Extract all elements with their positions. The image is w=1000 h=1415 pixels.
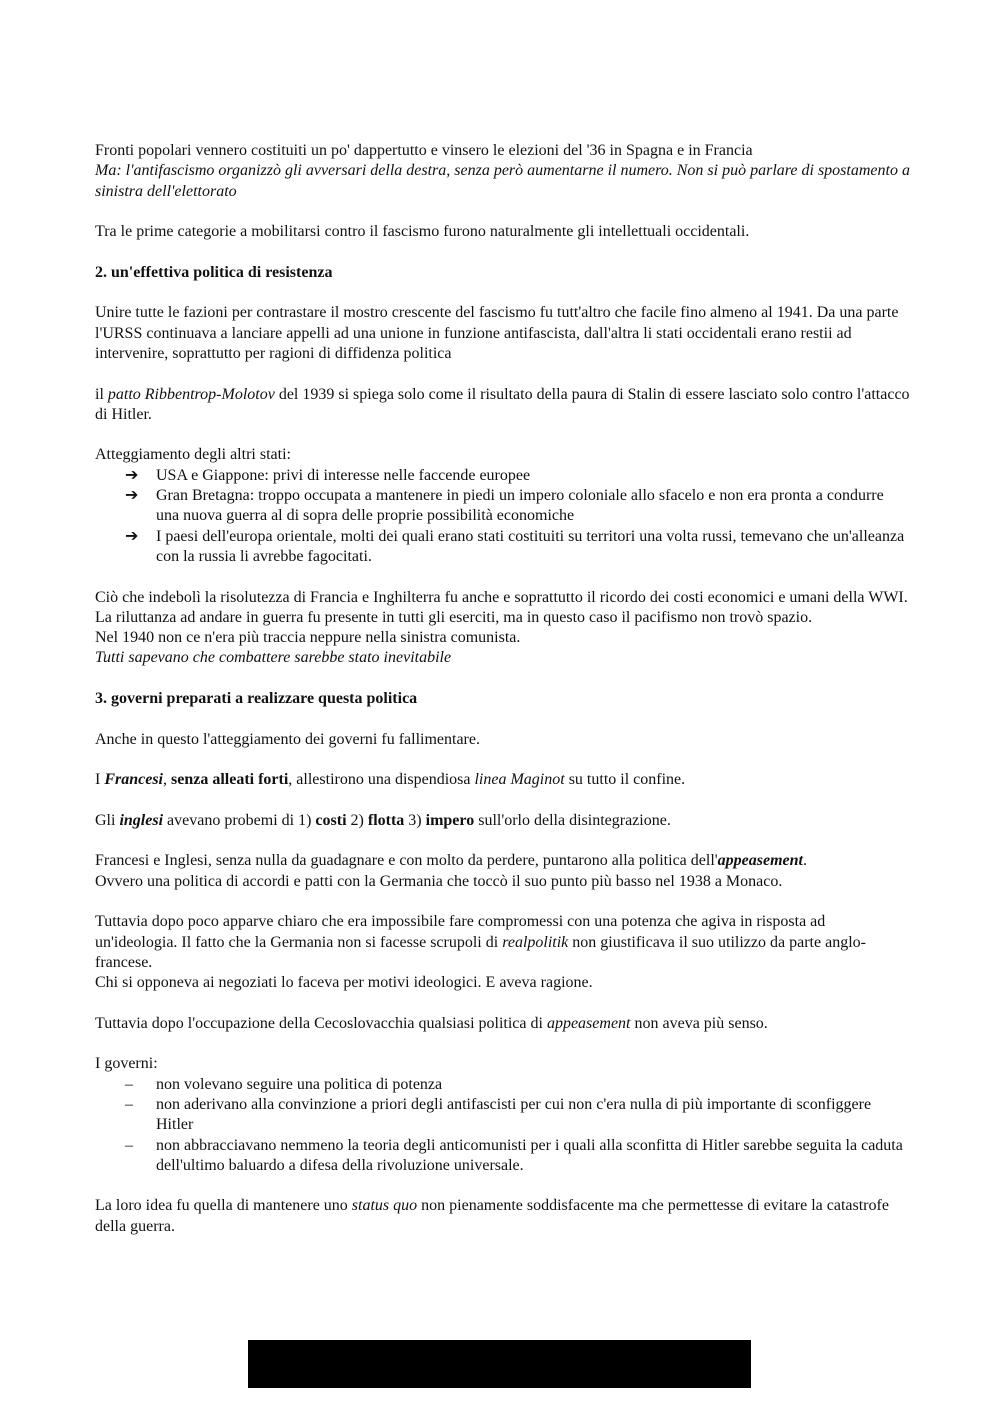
text-run: La loro idea fu quella di mantenere uno [95, 1197, 352, 1215]
text-line: Nel 1940 non ce n'era più traccia neppure nella sinistra comunista. [95, 629, 521, 647]
bold-run: flotta [367, 811, 405, 829]
text-run: avevano probemi di 1) [163, 811, 316, 829]
italic-run: realpolitik [502, 933, 569, 951]
bold-run: impero [425, 811, 475, 829]
text-line: La riluttanza ad andare in guerra fu presente in tutti gli eserciti, ma in questo caso il pacifismo non trovò spazio. [95, 608, 813, 626]
text-run: Francesi e Inglesi, senza nulla da guadagnare e con molto da perdere, puntarono alla politica dell' [95, 852, 718, 870]
list-item [95, 466, 910, 486]
bold-run: costi [315, 811, 347, 829]
list-item [95, 1075, 910, 1095]
italic-note: Ma: l'antifascismo organizzò gli avversari della destra, senza però aumentarne il numero. Non si può parlare di spostamento a sinistra dell'elettorato [95, 162, 910, 200]
list-item-text: I paesi dell'europa orientale, molti dei quali erano stati costituiti su territori una volta russi, temevano che un'alleanza con la russia li avrebbe fagocitati. [156, 527, 905, 565]
arrow-bullet-icon: ➔ [125, 487, 139, 505]
governi-block [95, 1054, 910, 1176]
paragraph-ideologia [95, 912, 910, 993]
arrow-bullet-icon: ➔ [125, 466, 139, 484]
paragraph-risolutezza [95, 588, 910, 669]
list-item [95, 1095, 910, 1136]
text-run: del 1939 si spiega solo come il risultato della paura di Stalin di essere lasciato solo contro l'attacco di Hitler. [95, 385, 910, 423]
list-item-text: non abbracciavano nemmeno la teoria degli anticomunisti per i quali alla sconfitta di Hitler sarebbe seguita la caduta dell'ultimo baluardo a difesa della rivoluzione universale. [156, 1136, 903, 1174]
list-intro: I governi: [95, 1055, 158, 1073]
text-run: il [95, 385, 108, 403]
italic-run: appeasement [546, 1014, 631, 1032]
paragraph-francesi [95, 770, 910, 790]
text-run: I [95, 771, 105, 789]
text-line: Chi si opponeva ai negoziati lo faceva per motivi ideologici. E aveva ragione. [95, 974, 593, 992]
redaction-bar [248, 1340, 751, 1388]
italic-note: Tutti sapevano che combattere sarebbe stato inevitabile [95, 649, 452, 667]
text-run: . [802, 852, 807, 870]
dash-bullet-icon: – [125, 1136, 133, 1154]
arrow-bullet-icon: ➔ [125, 527, 139, 545]
paragraph-appeasement [95, 851, 910, 892]
list-item [95, 527, 910, 568]
list-item-text: non volevano seguire una politica di potenza [156, 1075, 443, 1093]
dash-bullet-icon: – [125, 1095, 133, 1113]
list-item-text: non aderivano alla convinzione a priori degli antifascisti per cui non c'era nulla di più importante di sconfiggere Hitler [156, 1095, 872, 1134]
text-line: Fronti popolari vennero costituiti un po' dappertutto e vinsero le elezioni del '36 in Spagna e in Francia [95, 142, 753, 159]
paragraph-patto [95, 385, 910, 426]
section-heading-3: 3. governi preparati a realizzare questa politica [95, 690, 418, 708]
text-run: Gli [95, 811, 120, 829]
text-line: Ciò che indebolì la risolutezza di Francia e Inghilterra fu anche e soprattutto il ricordo dei costi economici e umani della WWI. [95, 588, 908, 606]
italic-run: status quo [351, 1197, 418, 1215]
text-run: non pienamente soddisfacente ma che permettesse di evitare la catastrofe della guerra. [95, 1197, 889, 1235]
text-run: Tuttavia dopo poco apparve chiaro che era impossibile fare compromessi con una potenza che agiva in risposta ad un'ideologia. Il fatto che la Germania non si facesse scrupoli di [95, 913, 826, 951]
text-run: Tuttavia dopo l'occupazione della Cecoslovacchia qualsiasi politica di [95, 1014, 547, 1032]
italic-run: patto Ribbentrop-Molotov [107, 385, 275, 403]
list-item-text: USA e Giappone: privi di interesse nelle faccende europee [156, 466, 531, 484]
paragraph-status-quo [95, 1196, 910, 1237]
arrow-list [95, 466, 910, 567]
list-intro: Atteggiamento degli altri stati: [95, 446, 291, 464]
paragraph-fronti-popolari [95, 141, 910, 202]
text-run: , [163, 771, 171, 789]
text-run: sull'orlo della disintegrazione. [474, 811, 671, 829]
bold-italic-run: Francesi [104, 771, 163, 789]
dash-bullet-icon: – [125, 1075, 133, 1093]
text-line: Ovvero una politica di accordi e patti con la Germania che toccò il suo punto più basso nel 1938 a Monaco. [95, 872, 783, 890]
paragraph-unire-fazioni: Unire tutte le fazioni per contrastare il mostro crescente del fascismo fu tutt'altro che facile fino almeno al 1941. Da una parte l'URSS continuava a lanciare appelli ad una unione in funzione antifascista, dall'altra li stati occidentali erano restii ad intervenire, soprattutto per ragioni di diffidenza politica [95, 304, 899, 362]
bold-italic-run: inglesi [119, 811, 164, 829]
text-run: non giustificava il suo utilizzo da parte anglo-francese. [95, 933, 866, 971]
text-run: non aveva più senso. [630, 1014, 768, 1032]
bold-run: senza alleati forti [171, 771, 289, 789]
list-item [95, 1136, 910, 1177]
section-heading-2: 2. un'effettiva politica di resistenza [95, 263, 333, 281]
text-run: , allestirono una dispendiosa [288, 771, 475, 789]
list-item-text: Gran Bretagna: troppo occupata a mantenere in piedi un impero coloniale allo sfacelo e non era pronta a condurre una nuova guerra al di sopra delle proprie possibilità economiche [156, 487, 884, 525]
paragraph-intellettuali: Tra le prime categorie a mobilitarsi contro il fascismo furono naturalmente gli intellettuali occidentali. [95, 223, 750, 241]
document-body [95, 141, 910, 1257]
text-run: 2) [346, 811, 368, 829]
list-item [95, 486, 910, 527]
dash-list [95, 1075, 910, 1176]
bold-italic-run: appeasement [717, 852, 803, 870]
text-run: 3) [404, 811, 426, 829]
text-run: su tutto il confine. [564, 771, 686, 789]
paragraph-fallimentare: Anche in questo l'atteggiamento dei governi fu fallimentare. [95, 730, 480, 748]
altri-stati-block [95, 445, 910, 567]
paragraph-inglesi [95, 811, 910, 831]
italic-run: linea Maginot [474, 771, 565, 789]
paragraph-cecoslovacchia [95, 1014, 910, 1034]
